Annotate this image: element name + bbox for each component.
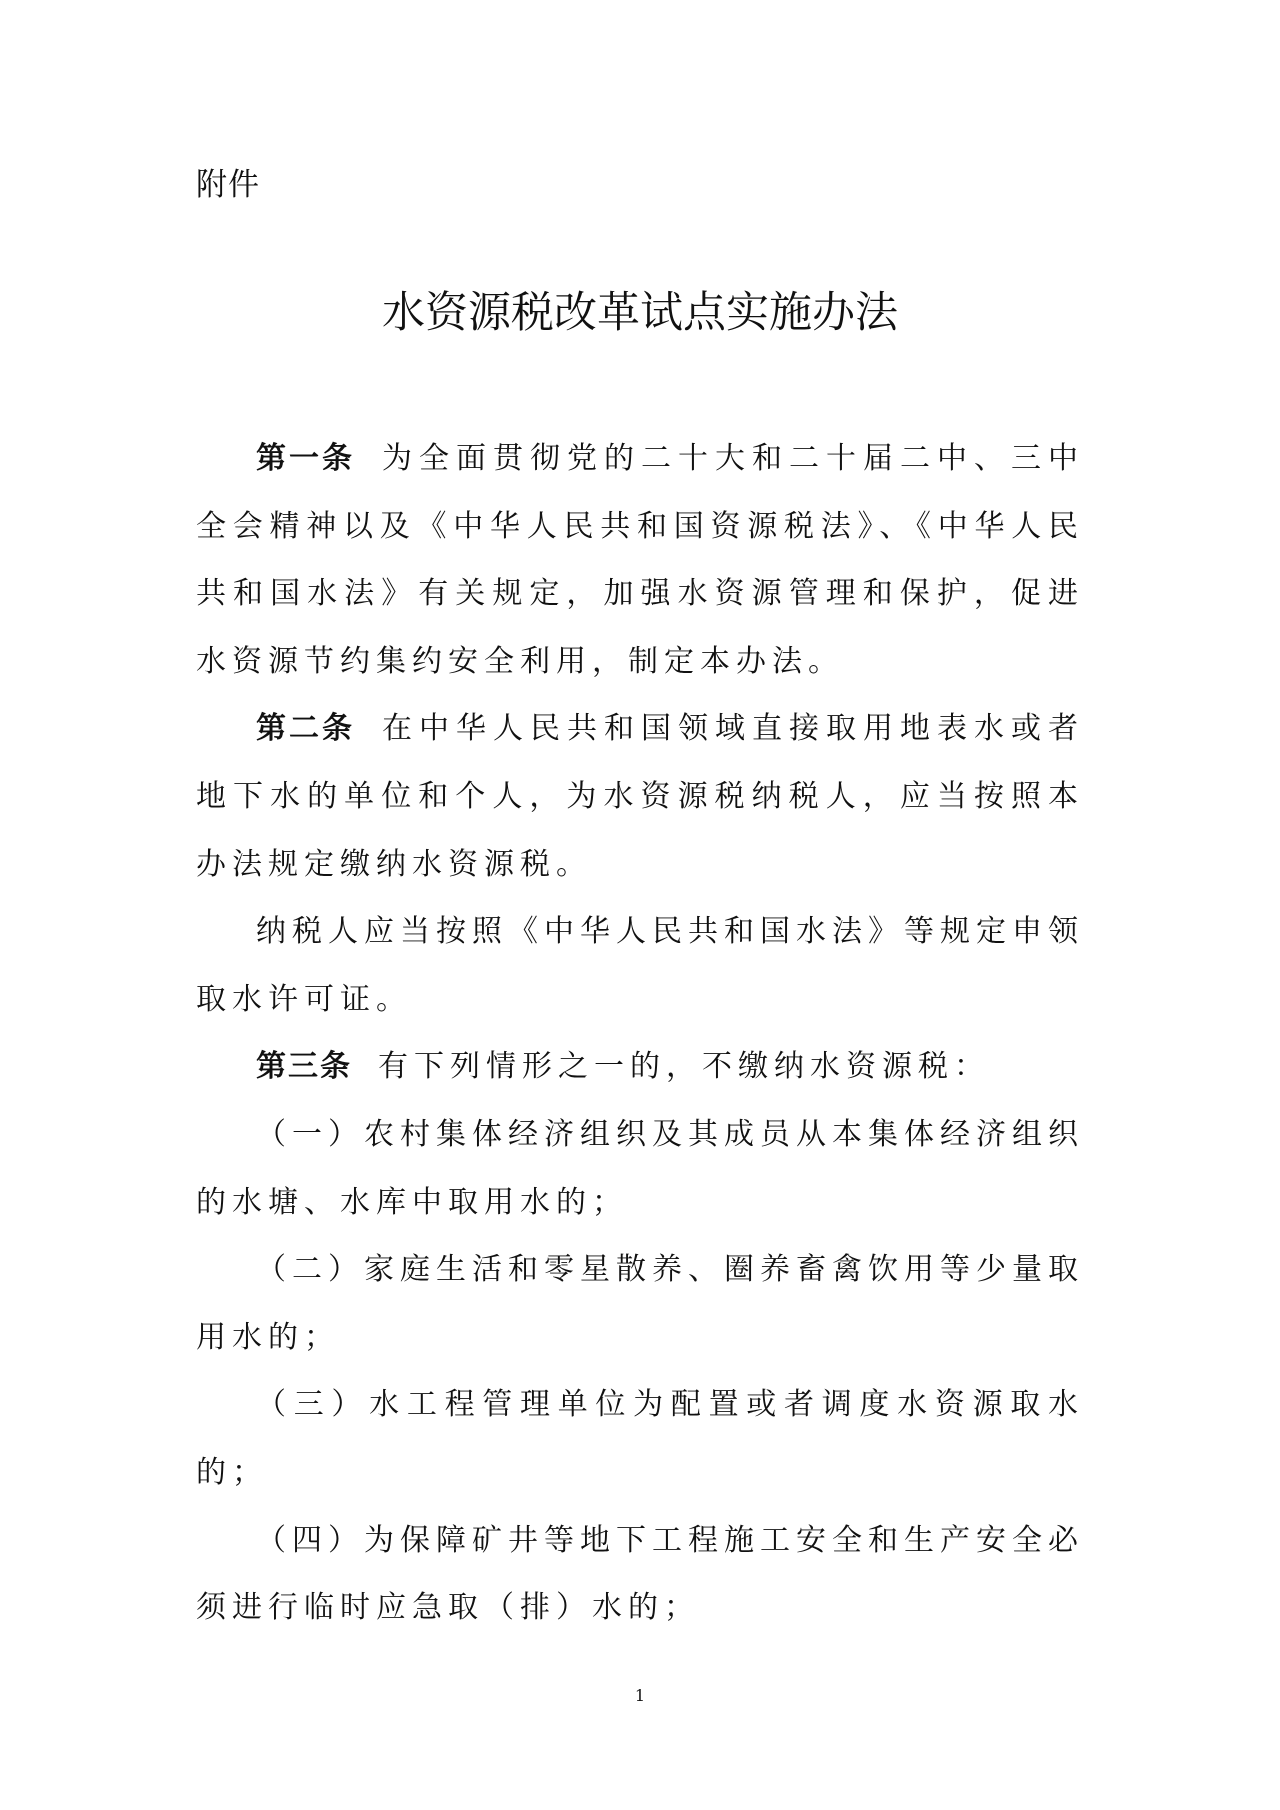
page-number: 1 <box>634 1686 646 1705</box>
article-3-text: 有下列情形之一的，不缴纳水资源税： <box>378 1049 990 1085</box>
article-2-paragraph <box>196 695 1084 898</box>
article-2-paragraph-2: 纳税人应当按照《中华人民共和国水法》等规定申领取水许可证。 <box>196 914 1084 1017</box>
article-1-heading: 第一条 <box>256 441 355 476</box>
article-1-paragraph <box>196 425 1084 695</box>
article-3-heading: 第三条 <box>256 1049 352 1085</box>
document-body <box>196 425 1084 1642</box>
article-1-text: 为全面贯彻党的二十大和二十届二中、三中全会精神以及《中华人民共和国资源税法》、《中华人民共和国水法》有关规定，加强水资源管理和保护，促进水资源节约集约安全利用，制定本办法。 <box>196 441 1084 679</box>
article-3-item-4: （四）为保障矿井等地下工程施工安全和生产安全必须进行临时应急取（排）水的； <box>196 1522 1084 1626</box>
article-3-item-3: （三）水工程管理单位为配置或者调度水资源取水的； <box>196 1387 1084 1490</box>
attachment-label: 附件 <box>196 167 260 203</box>
article-3-paragraph <box>196 1033 1084 1101</box>
article-2-text: 在中华人民共和国领域直接取用地表水或者地下水的单位和个人，为水资源税纳税人，应当按照本办法规定缴纳水资源税。 <box>196 711 1084 882</box>
article-2-heading: 第二条 <box>256 711 355 747</box>
article-3-item-1: （一）农村集体经济组织及其成员从本集体经济组织的水塘、水库中取用水的； <box>196 1116 1084 1220</box>
article-3-item-2: （二）家庭生活和零星散养、圈养畜禽饮用等少量取用水的； <box>196 1252 1084 1355</box>
document-title: 水资源税改革试点实施办法 <box>382 288 898 338</box>
